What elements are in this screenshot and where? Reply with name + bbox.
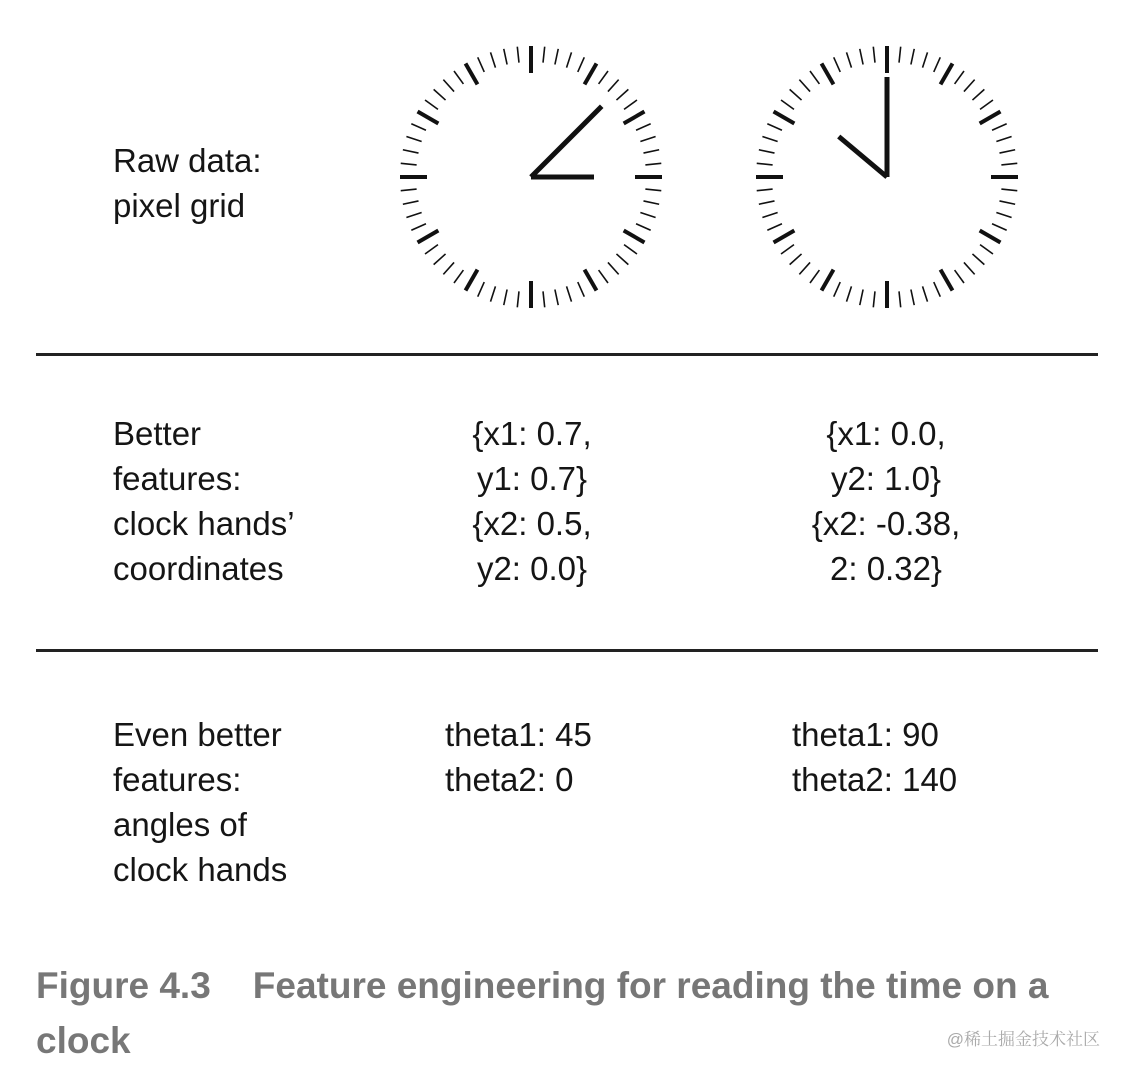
divider-1	[36, 353, 1098, 356]
minute-tick	[759, 150, 775, 153]
minute-tick	[578, 282, 585, 297]
minute-tick	[996, 213, 1011, 218]
minute-tick	[980, 245, 993, 254]
minute-tick	[636, 124, 651, 131]
clock-2-coordinates: {x1: 0.0, y2: 1.0} {x2: -0.38, 2: 0.32}	[811, 415, 961, 587]
hour-tick	[624, 112, 645, 124]
figure-caption-text: Feature engineering for reading the time on a clock	[36, 965, 1049, 1061]
minute-tick	[964, 80, 975, 92]
minute-tick	[934, 282, 941, 297]
minute-tick	[643, 150, 659, 153]
minute-tick	[599, 270, 608, 283]
figure-number: Figure 4.3	[36, 965, 211, 1006]
clock-1-angles: theta1: 45 theta2: 0	[445, 716, 592, 798]
minute-tick	[636, 224, 651, 231]
minute-tick	[999, 201, 1015, 204]
minute-tick	[434, 254, 446, 265]
minute-tick	[757, 163, 773, 165]
minute-tick	[810, 71, 819, 84]
clock-2	[752, 42, 1022, 312]
minute-tick	[608, 262, 619, 274]
minute-tick	[478, 282, 485, 297]
minute-tick	[860, 289, 863, 305]
clock-2-angles: theta1: 90 theta2: 140	[792, 716, 958, 798]
minute-tick	[799, 80, 810, 92]
raw-data-label: Raw data: pixel grid	[113, 142, 262, 224]
hour-tick	[980, 112, 1001, 124]
minute-tick	[757, 189, 773, 191]
minute-tick	[543, 291, 545, 307]
minute-tick	[406, 137, 421, 142]
minute-tick	[555, 49, 558, 65]
minute-tick	[401, 163, 417, 165]
minute-tick	[847, 286, 852, 301]
minute-tick	[624, 245, 637, 254]
minute-tick	[406, 213, 421, 218]
minute-tick	[640, 137, 655, 142]
minute-tick	[624, 100, 637, 109]
clock-1-hand-1	[531, 106, 602, 177]
hour-tick	[822, 270, 834, 291]
hour-tick	[624, 231, 645, 243]
minute-tick	[762, 213, 777, 218]
minute-tick	[645, 163, 661, 165]
divider-2	[36, 649, 1098, 652]
minute-tick	[999, 150, 1015, 153]
minute-tick	[923, 286, 928, 301]
minute-tick	[972, 254, 984, 265]
minute-tick	[567, 286, 572, 301]
hour-tick	[774, 112, 795, 124]
minute-tick	[543, 47, 545, 63]
minute-tick	[834, 57, 841, 72]
hour-tick	[774, 231, 795, 243]
minute-tick	[616, 89, 628, 100]
minute-tick	[478, 57, 485, 72]
clock-1-coordinates: {x1: 0.7, y1: 0.7} {x2: 0.5, y2: 0.0}	[472, 415, 592, 587]
minute-tick	[454, 71, 463, 84]
minute-tick	[616, 254, 628, 265]
minute-tick	[992, 124, 1007, 131]
minute-tick	[911, 49, 914, 65]
minute-tick	[911, 289, 914, 305]
hour-tick	[466, 64, 478, 85]
minute-tick	[923, 52, 928, 67]
minute-tick	[992, 224, 1007, 231]
minute-tick	[578, 57, 585, 72]
minute-tick	[790, 254, 802, 265]
minute-tick	[899, 291, 901, 307]
better-features-label: Better features: clock hands’ coordinates	[113, 415, 295, 587]
minute-tick	[411, 124, 426, 131]
minute-tick	[810, 270, 819, 283]
minute-tick	[403, 150, 419, 153]
hour-tick	[941, 270, 953, 291]
hour-tick	[822, 64, 834, 85]
minute-tick	[790, 89, 802, 100]
minute-tick	[517, 291, 519, 307]
minute-tick	[643, 201, 659, 204]
minute-tick	[781, 100, 794, 109]
even-better-features-label: Even better features: angles of clock hands	[113, 716, 288, 888]
minute-tick	[972, 89, 984, 100]
hour-tick	[418, 231, 439, 243]
minute-tick	[401, 189, 417, 191]
hour-tick	[980, 231, 1001, 243]
minute-tick	[873, 47, 875, 63]
minute-tick	[1001, 163, 1017, 165]
minute-tick	[759, 201, 775, 204]
minute-tick	[504, 49, 507, 65]
minute-tick	[955, 270, 964, 283]
minute-tick	[555, 289, 558, 305]
clock-1	[396, 42, 666, 312]
minute-tick	[996, 137, 1011, 142]
minute-tick	[980, 100, 993, 109]
minute-tick	[955, 71, 964, 84]
minute-tick	[454, 270, 463, 283]
minute-tick	[411, 224, 426, 231]
hour-tick	[418, 112, 439, 124]
minute-tick	[491, 286, 496, 301]
minute-tick	[1001, 189, 1017, 191]
minute-tick	[491, 52, 496, 67]
minute-tick	[964, 262, 975, 274]
minute-tick	[645, 189, 661, 191]
minute-tick	[517, 47, 519, 63]
minute-tick	[847, 52, 852, 67]
minute-tick	[767, 124, 782, 131]
minute-tick	[425, 100, 438, 109]
minute-tick	[443, 262, 454, 274]
minute-tick	[434, 89, 446, 100]
hour-tick	[941, 64, 953, 85]
minute-tick	[860, 49, 863, 65]
minute-tick	[762, 137, 777, 142]
minute-tick	[403, 201, 419, 204]
figure-caption	[36, 958, 1096, 1068]
minute-tick	[873, 291, 875, 307]
minute-tick	[799, 262, 810, 274]
minute-tick	[781, 245, 794, 254]
minute-tick	[443, 80, 454, 92]
hour-tick	[585, 270, 597, 291]
minute-tick	[567, 52, 572, 67]
minute-tick	[504, 289, 507, 305]
watermark: @稀土掘金技术社区	[946, 1030, 1100, 1049]
clock-2-hand-2	[839, 137, 887, 177]
hour-tick	[585, 64, 597, 85]
minute-tick	[599, 71, 608, 84]
hour-tick	[466, 270, 478, 291]
minute-tick	[425, 245, 438, 254]
minute-tick	[608, 80, 619, 92]
minute-tick	[934, 57, 941, 72]
minute-tick	[899, 47, 901, 63]
minute-tick	[640, 213, 655, 218]
minute-tick	[767, 224, 782, 231]
minute-tick	[834, 282, 841, 297]
